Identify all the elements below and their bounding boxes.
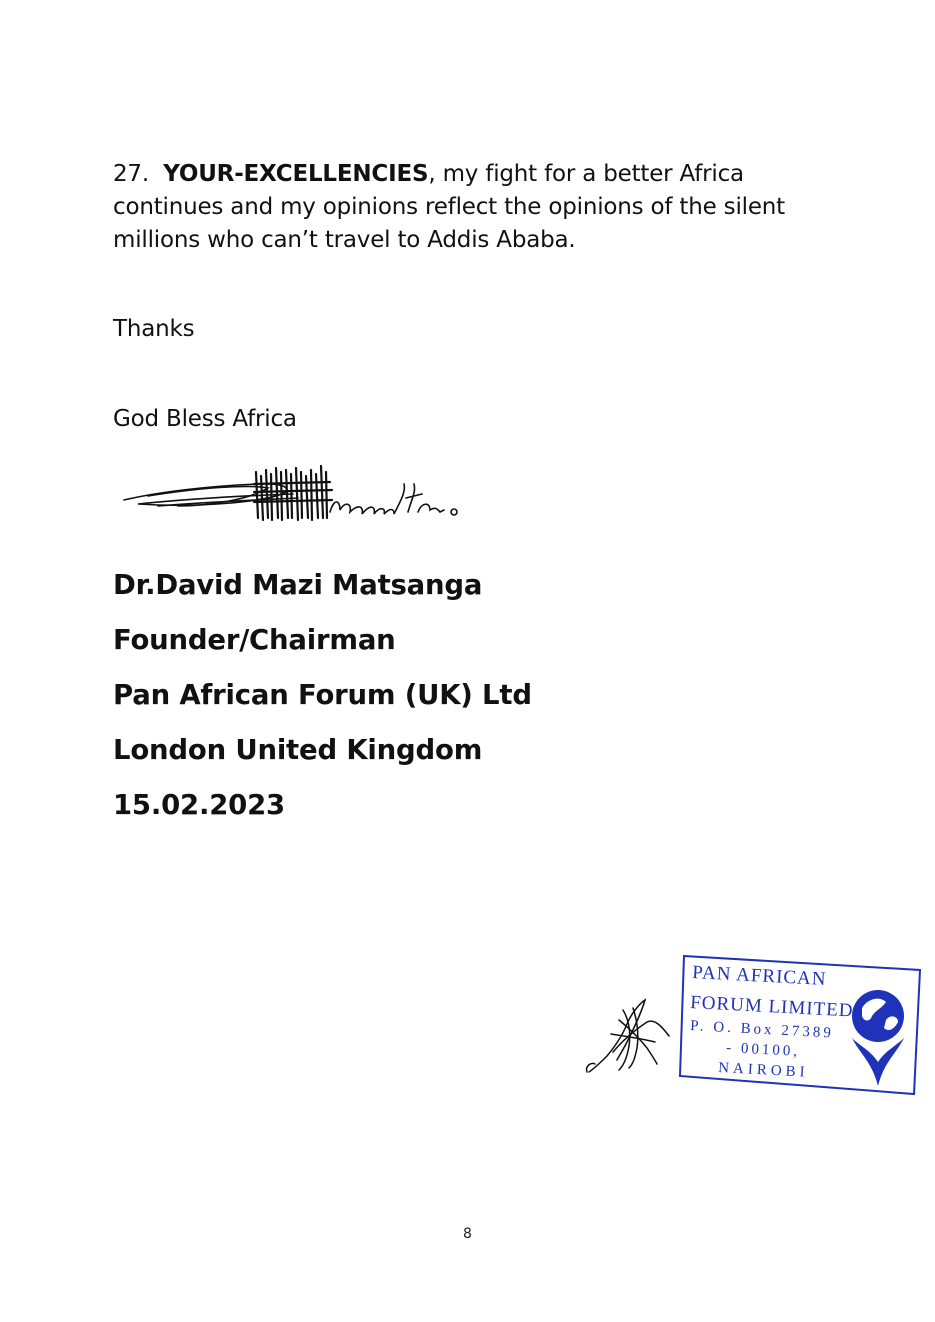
paragraph-text: , my fight for a better Africa continues and my opinions reflect the opinions of the silent millions who can’t travel to Addis Ababa. — [113, 161, 785, 253]
closing-thanks: Thanks — [113, 316, 195, 342]
stamp-line-1: PAN AFRICAN — [691, 962, 828, 991]
signatory-organization: Pan African Forum (UK) Ltd — [113, 679, 532, 711]
organization-stamp — [676, 950, 926, 1100]
paragraph-number: 27. — [113, 161, 149, 187]
signatory-name: Dr.David Mazi Matsanga — [113, 569, 483, 601]
paragraph-27 — [113, 158, 803, 257]
globe-emblem-icon — [852, 990, 904, 1086]
signatory-title: Founder/Chairman — [113, 624, 396, 656]
secondary-signature — [583, 990, 675, 1080]
stamp-line-4: - 00100, — [725, 1040, 801, 1060]
paragraph-emphasis: YOUR-EXCELLENCIES — [163, 161, 429, 187]
stamp-line-3: P. O. Box 27389 — [689, 1018, 835, 1042]
signature-block — [113, 558, 532, 833]
closing-blessing: God Bless Africa — [113, 406, 297, 432]
page-number: 8 — [463, 1226, 472, 1242]
signatory-location: London United Kingdom — [113, 734, 483, 766]
handwritten-signature — [118, 462, 478, 530]
stamp-line-5: NAIROBI — [717, 1060, 810, 1081]
signatory-date: 15.02.2023 — [113, 789, 285, 821]
stamp-line-2: FORUM LIMITED — [689, 992, 855, 1022]
